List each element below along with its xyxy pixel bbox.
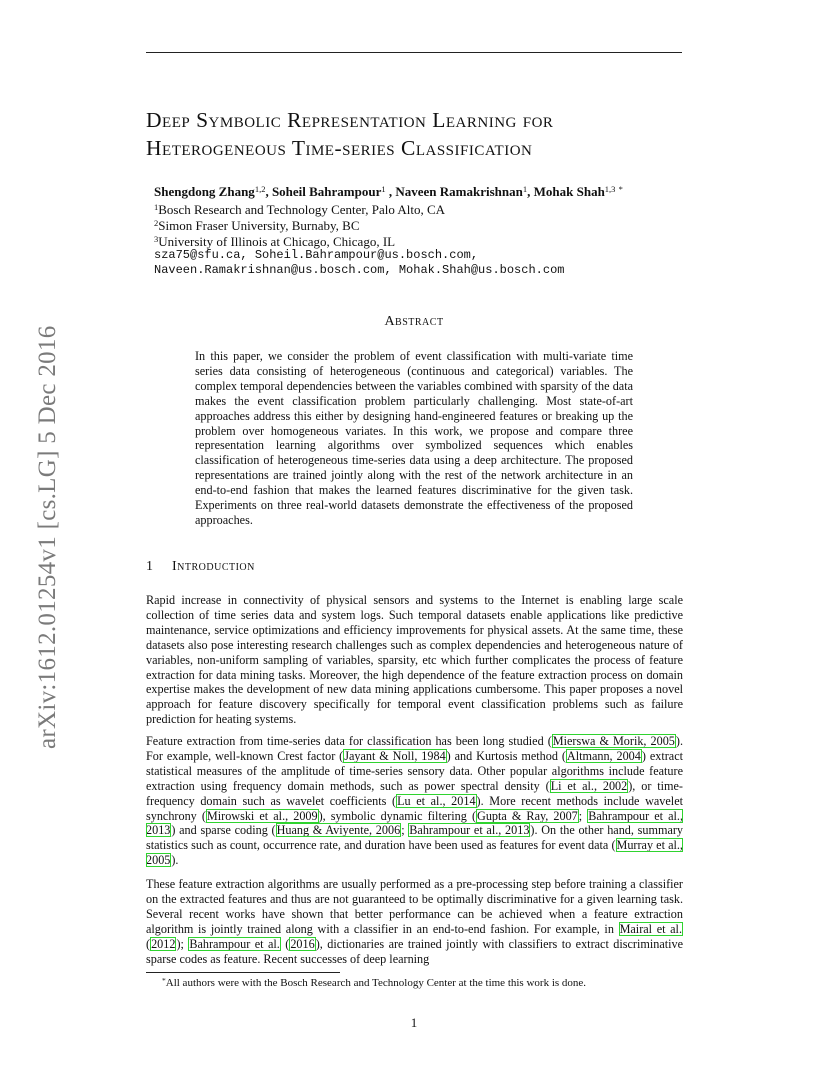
footnote	[162, 976, 586, 989]
section-number: 1	[146, 559, 153, 574]
citation-link[interactable]: 2016	[290, 936, 315, 951]
citation-link[interactable]: Mairal et al.	[619, 921, 682, 936]
citation-link[interactable]: Lu et al., 2014	[397, 793, 476, 808]
citation-link[interactable]: Mirowski et al., 2009	[206, 808, 318, 823]
author-affil-sup: 1,3	[604, 184, 616, 194]
email-line-2[interactable]: Naveen.Ramakrishnan@us.bosch.com, Mohak.Shah@us.bosch.com	[154, 263, 565, 277]
intro-paragraph-2: Feature extraction from time-series data for classification has been long studied (Mierswa & Morik, 2005). For example, well-known Crest factor (Jayant & Noll, 1984) and Kurtosis method (Altmann, 2004) extract statistical measures of the amplitude of time-series sensory data. Other popular algorithms include feature extraction using frequency domain methods, such as power spectral density (Li et al., 2002), or time-frequency domain such as wavelet coefficients (Lu et al., 2014). More recent methods include wavelet synchrony (Mirowski et al., 2009), symbolic dynamic filtering (Gupta & Ray, 2007; Bahrampour et al., 2013) and sparse coding (Huang & Aviyente, 2006; Bahrampour et al., 2013). On the other hand, summary statistics such as count, occurrence rate, and duration have been used as features for event data (Murray et al., 2005).	[146, 734, 684, 868]
footnote-text: All authors were with the Bosch Research and Technology Center at the time this work is done.	[165, 977, 587, 989]
arxiv-stamp: arXiv:1612.01254v1 [cs.LG] 5 Dec 2016	[34, 325, 61, 749]
citation-link[interactable]: Bahrampour et al.	[189, 936, 280, 951]
author-affil-sup: 1	[381, 184, 386, 194]
intro-paragraph-3: These feature extraction algorithms are usually performed as a pre-processing step before training a classifier on the extracted features and thus are not guaranteed to be optimally discriminative for a given learning task. Several recent works have shown that better performance can be achieved when a feature extraction algorithm is jointly trained along with a classifier in an end-to-end fashion. For example, in Mairal et al. (2012); Bahrampour et al. (2016), dictionaries are trained jointly with classifiers to extract discriminative sparse codes as feature. Recent successes of deep learning	[146, 877, 684, 966]
title-line-1: Deep Symbolic Representation Learning for	[146, 108, 554, 132]
citation-link[interactable]: Gupta & Ray, 2007	[477, 808, 578, 823]
author-list: Shengdong Zhang$^{1,2}$, Soheil Bahrampour$^1$ , Naveen Ramakrishnan$^1$, Mohak Shah$^{1,3}$ *	[154, 184, 623, 199]
abstract-heading: Abstract	[384, 314, 444, 329]
citation-link[interactable]: Bahrampour et al., 2013	[146, 808, 684, 838]
affiliation-1: $^1$Bosch Research and Technology Center, Palo Alto, CA	[154, 202, 446, 217]
author-name: Naveen Ramakrishnan	[395, 184, 523, 199]
author-affil-sup: 1	[522, 184, 528, 194]
author-note-mark: *	[618, 184, 623, 194]
footnote-rule	[146, 972, 340, 973]
intro-paragraph-1: Rapid increase in connectivity of physical sensors and systems to the Internet is enabling large scale collection of time series data and system logs. Such temporal datasets enable applications like predictive maintenance, service optimizations and efficiency improvements for physical assets. At the same time, these datasets also pose interesting research challenges such as complex dependencies and heterogeneous nature of variables, non-uniform sampling of variables, sparsity, etc which further complicates the process of feature extraction for data mining tasks. Moreover, the high dependence of the feature extraction process on domain expertise makes the development of new data mining applications cumbersome. This paper proposes a novel approach for feature discovery specifically for temporal event classification problems such as failure prediction for heating systems.	[146, 593, 683, 727]
citation-link[interactable]: Mierswa & Morik, 2005	[552, 734, 675, 748]
page-number: 1	[410, 1015, 418, 1030]
section-title: Introduction	[172, 559, 255, 574]
author-affil-sup: 1,2	[254, 184, 266, 194]
citation-link[interactable]: Bahrampour et al., 2013	[409, 823, 530, 838]
citation-link[interactable]: 2012	[151, 936, 176, 951]
section-heading-introduction	[146, 559, 255, 575]
citation-link[interactable]: Jayant & Noll, 1984	[344, 748, 446, 763]
author-name: Soheil Bahrampour	[271, 184, 382, 199]
top-rule	[146, 52, 682, 53]
paper-title	[146, 106, 706, 162]
citation-link[interactable]: Altmann, 2004	[566, 748, 641, 763]
citation-link[interactable]: Murray et al., 2005	[146, 838, 683, 868]
author-name: Shengdong Zhang	[154, 184, 255, 199]
citation-link[interactable]: Huang & Aviyente, 2006	[276, 823, 401, 838]
abstract-text: In this paper, we consider the problem of event classification with multi-variate time series data consisting of heterogeneous (continuous and categorical) variables. The complex temporal dependencies between the variables combined with sparsity of the data makes the event classification problem particularly challenging. Most state-of-art approaches address this either by designing hand-engineered features or breaking up the problem over homogeneous variates. In this work, we propose and compare three representation learning algorithms over symbolized sequences which enables classification of heterogeneous time-series data using a deep architecture. The proposed representations are trained jointly along with the rest of the network architecture in an end-to-end fashion that makes the learned features discriminative for the given task. Experiments on three real-world datasets demonstrate the effectiveness of the proposed approaches.	[195, 349, 633, 527]
affiliation-2: $^2$Simon Fraser University, Burnaby, BC	[154, 218, 360, 233]
title-line-2: Heterogeneous Time-series Classification	[146, 136, 533, 160]
author-name: Mohak Shah	[533, 184, 605, 199]
citation-link[interactable]: Li et al., 2002	[550, 778, 628, 793]
affiliation-3: $^3$University of Illinois at Chicago, Chicago, IL	[154, 234, 396, 249]
footnote-mark: *	[162, 976, 166, 985]
email-line-1[interactable]: sza75@sfu.ca, Soheil.Bahrampour@us.bosch.com,	[154, 248, 479, 262]
